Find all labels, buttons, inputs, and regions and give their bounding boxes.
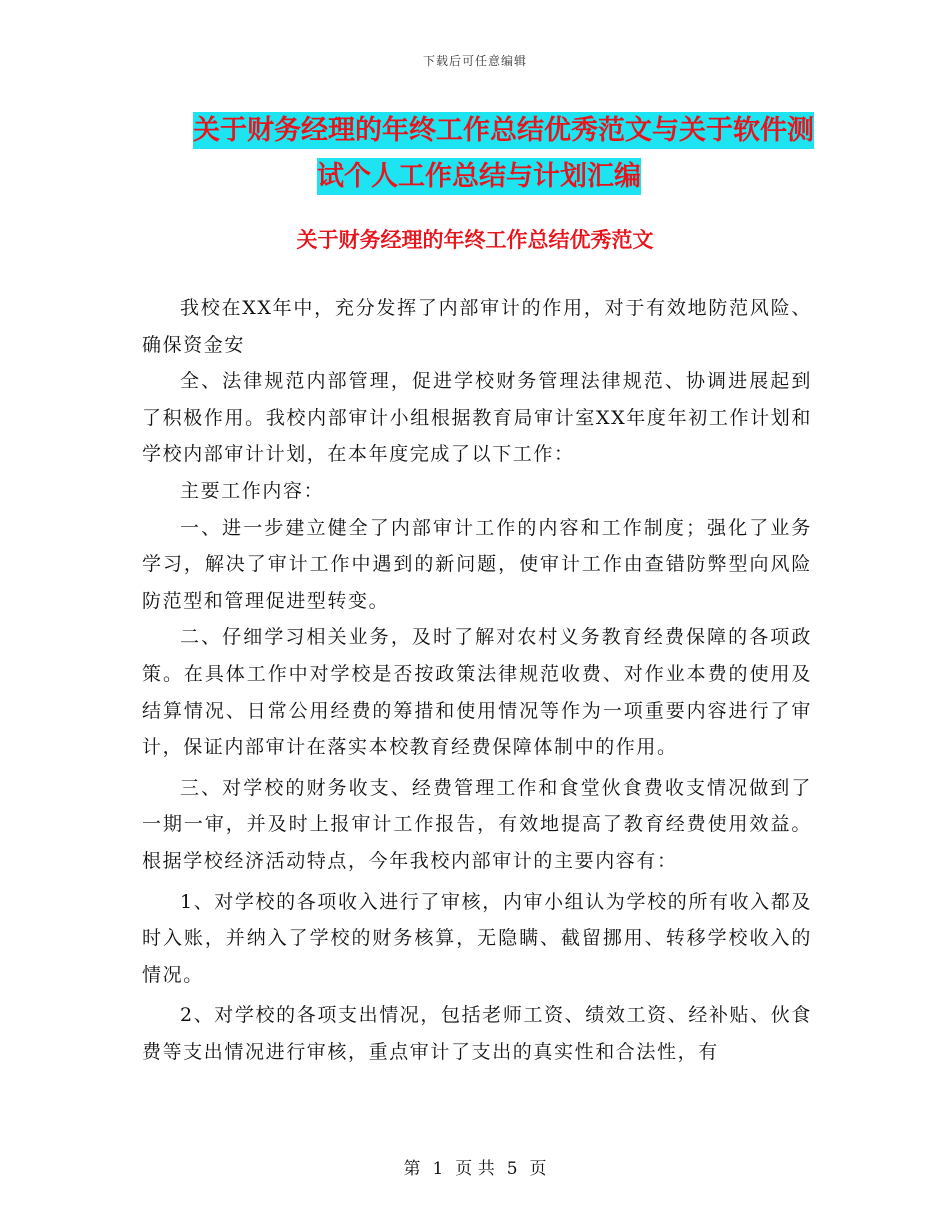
paragraph: 2、对学校的各项支出情况，包括老师工资、绩效工资、经补贴、伙食费等支出情况进行审核，重点审计了支出的真实性和合法性，有 <box>142 1004 812 1063</box>
footer-prefix: 第 <box>403 1159 421 1179</box>
main-title-line-2: 试个人工作总结与计划汇编 <box>317 158 641 195</box>
paragraph: 三、对学校的财务收支、经费管理工作和食堂伙食费收支情况做到了一期一审，并及时上报审计工作报告，有效地提高了教育经费使用效益。根据学校经济活动特点，今年我校内部审计的主要内容有： <box>142 776 812 872</box>
main-title-line-1: 关于财务经理的年终工作总结优秀范文与关于软件测 <box>193 112 814 149</box>
footer-total-pages: 5 <box>506 1159 518 1179</box>
paragraph: 一、进一步建立健全了内部审计工作的内容和工作制度；强化了业务学习，解决了审计工作中遇到的新问题，使审计工作由查错防弊型向风险防范型和管理促进型转变。 <box>142 516 812 612</box>
footer-suffix: 页 <box>529 1159 547 1179</box>
paragraph: 主要工作内容： <box>180 479 325 502</box>
page-footer <box>0 1154 950 1179</box>
footer-page-number: 1 <box>432 1159 444 1179</box>
footer-mid: 页 共 <box>455 1159 495 1179</box>
document-body <box>142 290 812 1070</box>
paragraph: 全、法律规范内部管理，促进学校财务管理法律规范、协调进展起到了积极作用。我校内部审计小组根据教育局审计室XX年度年初工作计划和学校内部审计计划，在本年度完成了以下工作： <box>142 370 812 466</box>
paragraph: 1、对学校的各项收入进行了审核，内审小组认为学校的所有收入都及时入账，并纳入了学校的财务核算，无隐瞒、截留挪用、转移学校收入的情况。 <box>142 890 812 986</box>
section-title: 关于财务经理的年终工作总结优秀范文 <box>296 228 654 252</box>
paragraph: 我校在XX年中，充分发挥了内部审计的作用，对于有效地防范风险、确保资金安 <box>142 297 812 356</box>
main-title <box>140 108 820 200</box>
header-note: 下载后可任意编辑 <box>422 54 527 68</box>
paragraph: 二、仔细学习相关业务，及时了解对农村义务教育经费保障的各项政策。在具体工作中对学校是否按政策法律规范收费、对作业本费的使用及结算情况、日常公用经费的筹措和使用情况等作为一项重要内容进行了审计，保证内部审计在落实本校教育经费保障体制中的作用。 <box>142 626 812 759</box>
